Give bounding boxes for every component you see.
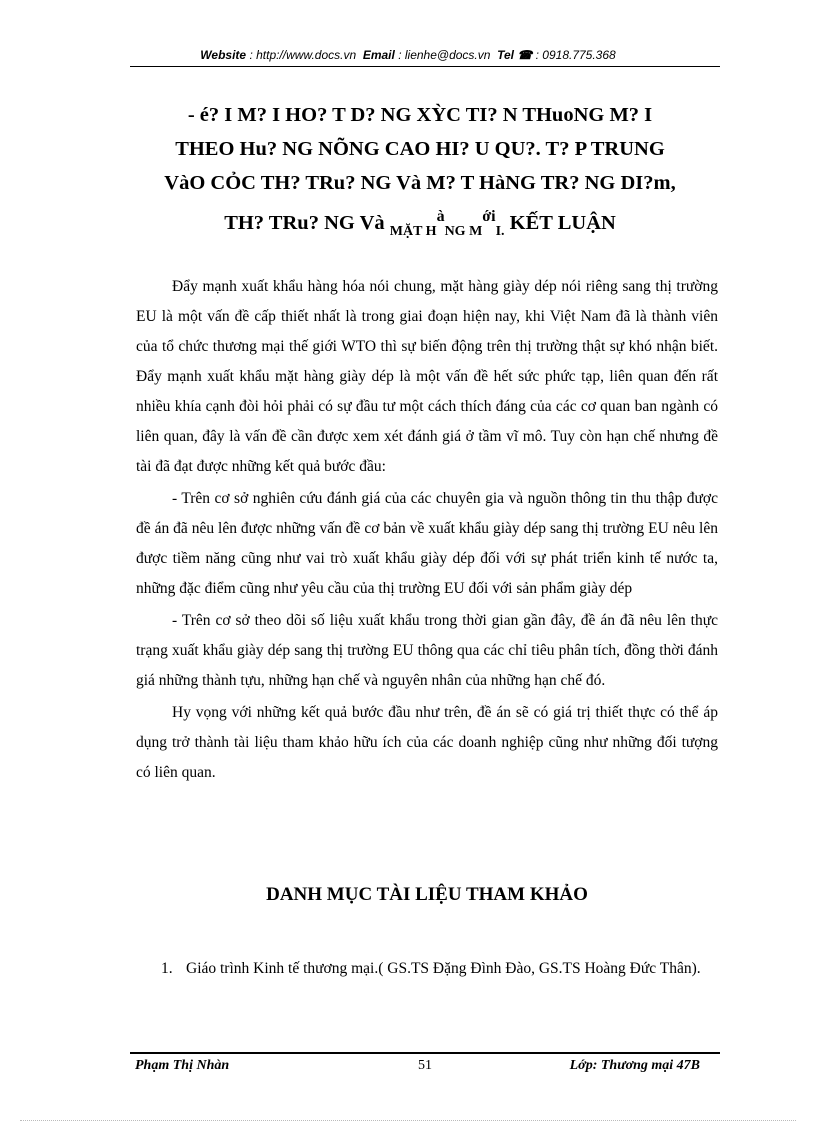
email-label: Email [362, 48, 395, 62]
section-title [100, 98, 740, 249]
page-footer [130, 1058, 720, 1080]
paragraph-conclusion: Đẩy mạnh xuất khẩu hàng hóa nói chung, mặt hàng giày dép nói riêng sang thị trường EU là một vấn đề cấp thiết nhất là trong giai đoạn hiện nay, khi Việt Nam đã là thành viên của tổ chức thương mại thế giới WTO thì sự biến động trên thị trường thật sự khó nhận biết. Đẩy mạnh xuất khẩu mặt hàng giày dép là một vấn đề hết sức phức tạp, liên quan đến rất nhiều khía cạnh đòi hỏi phải có sự đầu tư một cách thích đáng của các cơ quan ban ngành có liên quan, đây là vấn đề cần được xem xét đánh giá ở tầm vĩ mô. Tuy còn hạn chế nhưng đề tài đã đạt được những kết quả bước đầu: [136, 278, 718, 475]
tel-label: Tel ☎ [497, 48, 533, 62]
reference-text: Giáo trình Kinh tế thương mại.( GS.TS Đặng Đình Đào, GS.TS Hoàng Đức Thân). [186, 960, 701, 977]
body-text [136, 272, 718, 788]
tel-value: : 0918.775.368 [535, 48, 616, 62]
paragraph-result-2: - Trên cơ sở theo dõi số liệu xuất khẩu trong thời gian gần đây, đề án đã nêu lên thực trạng xuất khẩu giày dép sang thị trường EU thông qua các chỉ tiêu phân tích, đồng thời đánh giá những thành tựu, những hạn chế và nguyên nhân của những hạn chế đó. [136, 612, 718, 689]
email-value[interactable]: : lienhe@docs.vn [398, 48, 491, 62]
footer-author: Phạm Thị Nhàn [135, 1058, 230, 1073]
title-line-2: THEO Hu? NG NÕNG CAO HI? U QU?. T? P TRUNG [175, 138, 665, 160]
website-label: Website [200, 48, 247, 62]
header-divider [130, 66, 720, 67]
page-edge [20, 1120, 796, 1121]
reference-number: 1. [161, 960, 173, 977]
paragraph-result-1: - Trên cơ sở nghiên cứu đánh giá của các chuyên gia và nguồn thông tin thu thập được đề án đã nêu lên được những vấn đề cơ bản về xuất khẩu giày dép sang thị trường EU nêu lên được tiềm năng cũng như vai trò xuất khẩu giày dép đối với sự phát triển kinh tế nước ta, những đặc điểm cũng như yêu cầu của thị trường EU đối với sản phẩm giày dép [136, 490, 718, 597]
footer-class: Lớp: Thương mại 47B [569, 1058, 700, 1073]
paragraph-hope: Hy vọng với những kết quả bước đầu như trên, đề án sẽ có giá trị thiết thực có thể áp dụng trở thành tài liệu tham khảo hữu ích của các doanh nghiệp cũng như những đối tượng có liên quan. [136, 704, 718, 781]
website-value[interactable]: : http://www.docs.vn [249, 48, 357, 62]
title-line-4: TH? TRu? NG Và $_{MẶT H}^à_{NG M}^{ới}_{I.}$ KẾT LUẬN [224, 208, 616, 239]
page-header [0, 48, 816, 62]
page-number: 51 [418, 1058, 432, 1073]
title-line-1: - é? I M? I HO? T D? NG XỲC TI? N THuoNG M? I [187, 104, 653, 126]
footer-divider [130, 1052, 720, 1054]
reference-item [136, 954, 718, 984]
title-line-3: VàO CỎC TH? TRu? NG Và M? T HàNG TR? NG DI?m, [164, 172, 676, 194]
references-title: DANH MỤC TÀI LIỆU THAM KHẢO [266, 884, 588, 905]
